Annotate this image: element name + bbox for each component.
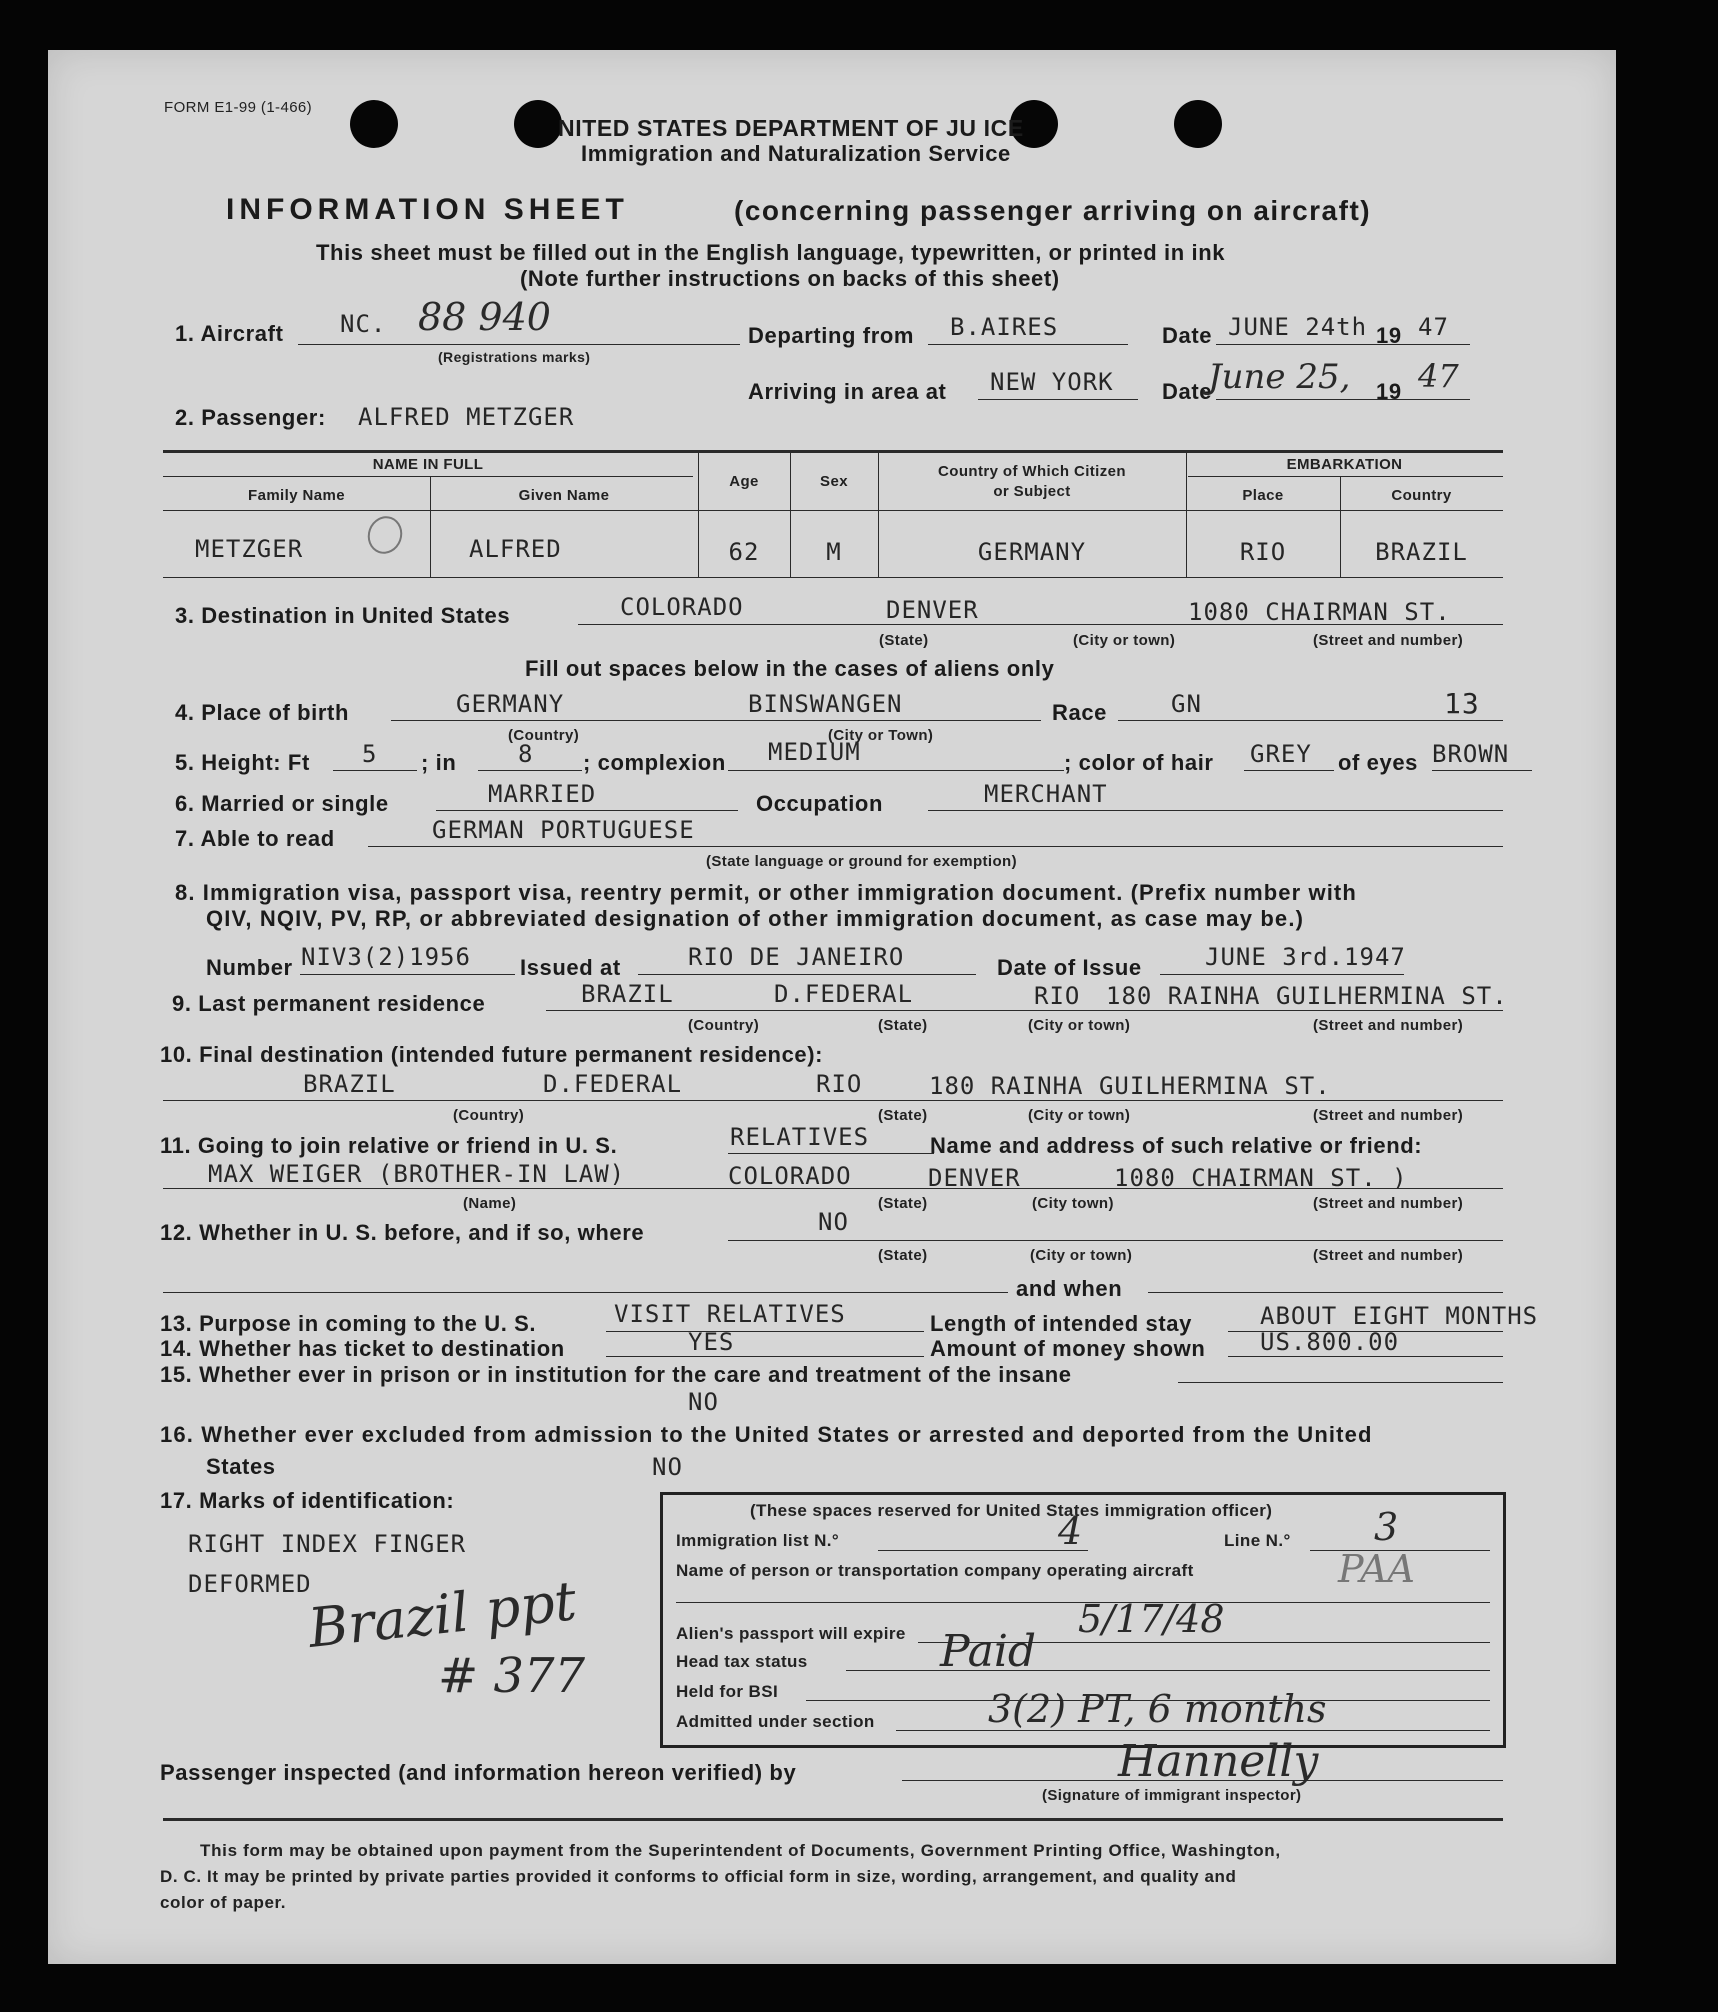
height-ft-label: 5. Height: Ft <box>175 750 310 775</box>
table-bottom-rule <box>163 577 1503 578</box>
prison-value: NO <box>688 1388 719 1416</box>
passenger-label: 2. Passenger: <box>175 405 326 430</box>
purpose-label: 13. Purpose in coming to the U. S. <box>160 1311 537 1336</box>
citizenship-header-2: or Subject <box>993 483 1071 500</box>
inspected-label: Passenger inspected (and information hereon verified) by <box>160 1760 797 1785</box>
aircraft-number: 88 940 <box>418 295 551 339</box>
res-state-note: (State) <box>878 1017 928 1034</box>
res-city-value: RIO <box>1034 982 1081 1010</box>
going-to-join-value: RELATIVES <box>730 1123 870 1151</box>
citizenship-header: Country of Which Citizen <box>938 463 1126 480</box>
embark-place-value: RIO <box>1239 538 1287 566</box>
table-header-rule <box>163 476 693 477</box>
complexion-label: ; complexion <box>583 750 726 775</box>
arrival-date-value: June 25, <box>1208 357 1351 397</box>
place-of-birth-label: 4. Place of birth <box>175 700 350 725</box>
sex-header: Sex <box>820 473 848 490</box>
circle-mark <box>363 511 408 558</box>
form-title-sub: (concerning passenger arriving on aircraft) <box>734 195 1372 226</box>
destination-city-note: (City or town) <box>1073 632 1176 649</box>
head-tax-value: Paid <box>940 1626 1037 1677</box>
res-state-value: D.FEDERAL <box>774 980 914 1008</box>
excluded-value: NO <box>652 1453 683 1481</box>
prior-city-note: (City or town) <box>1030 1247 1133 1264</box>
final-country-value: BRAZIL <box>303 1070 396 1098</box>
race-label: Race <box>1052 700 1107 725</box>
money-value: US.800.00 <box>1260 1328 1400 1356</box>
prior-street-note: (Street and number) <box>1313 1247 1464 1264</box>
race-code-value: 13 <box>1444 687 1480 720</box>
last-residence-label: 9. Last permanent residence <box>172 991 486 1016</box>
birth-city-note: (City or Town) <box>828 727 934 744</box>
height-ft-line <box>333 770 417 771</box>
departing-from-value: B.AIRES <box>950 313 1059 341</box>
destination-street-value: 1080 CHAIRMAN ST. <box>1188 598 1451 626</box>
relative-name-note: (Name) <box>463 1195 517 1212</box>
date-of-issue-line <box>1160 974 1404 975</box>
departing-from-line <box>928 344 1128 345</box>
aircraft-prefix: NC. <box>340 310 387 338</box>
relative-city-value: DENVER <box>928 1164 1021 1192</box>
form-title: INFORMATION SHEET <box>226 193 629 226</box>
table-body-rule <box>163 510 1503 511</box>
punch-hole <box>514 100 562 148</box>
destination-street-note: (Street and number) <box>1313 632 1464 649</box>
relative-state-note: (State) <box>878 1195 928 1212</box>
citizenship-value: GERMANY <box>977 538 1087 566</box>
arrival-year: 47 <box>1418 357 1459 395</box>
in-us-before-value: NO <box>818 1208 849 1236</box>
money-label: Amount of money shown <box>930 1336 1206 1361</box>
immigration-list-label: Immigration list N.° <box>676 1531 840 1550</box>
departure-date-line <box>1216 344 1470 345</box>
family-name-value: METZGER <box>195 535 304 563</box>
last-residence-line <box>546 1010 1503 1011</box>
ticket-line <box>606 1356 924 1357</box>
able-to-read-label: 7. Able to read <box>175 826 335 851</box>
number-line <box>300 974 515 975</box>
relative-city-note: (City town) <box>1032 1195 1114 1212</box>
race-line <box>1118 720 1503 721</box>
footer-rule <box>163 1818 1503 1821</box>
final-street-note: (Street and number) <box>1313 1107 1464 1124</box>
arriving-in-label: Arriving in area at <box>748 379 947 404</box>
purpose-line <box>606 1331 924 1332</box>
language-note: (State language or ground for exemption) <box>706 853 1018 870</box>
item8-text-2: QIV, NQIV, PV, RP, or abbreviated designation of other immigration document, as case may be.) <box>206 906 1305 931</box>
excluded-label-2: States <box>206 1454 276 1479</box>
arriving-in-line <box>978 399 1138 400</box>
relative-street-value: 1080 CHAIRMAN ST. ) <box>1114 1164 1408 1192</box>
money-line <box>1228 1356 1503 1357</box>
and-when-label: and when <box>1016 1276 1123 1301</box>
married-value: MARRIED <box>488 780 597 808</box>
registration-marks-note: (Registrations marks) <box>438 349 591 365</box>
punch-hole <box>350 100 398 148</box>
age-header: Age <box>729 473 759 490</box>
going-to-join-line <box>728 1153 934 1154</box>
destination-label: 3. Destination in United States <box>175 603 511 628</box>
head-tax-label: Head tax status <box>676 1652 808 1671</box>
table-top-rule <box>163 450 1503 453</box>
instruction-line-1: This sheet must be filled out in the English language, typewritten, or printed in ink <box>316 240 1226 265</box>
aliens-only-note: Fill out spaces below in the cases of aliens only <box>525 656 1055 681</box>
service-name: Immigration and Naturalization Service <box>581 141 1011 166</box>
prison-label: 15. Whether ever in prison or in institution for the care and treatment of the insane <box>160 1362 1072 1387</box>
form-sheet <box>48 50 1616 1964</box>
departure-date-value: JUNE 24th <box>1228 313 1368 341</box>
eyes-value: BROWN <box>1432 740 1510 768</box>
and-when-line-left <box>163 1292 1008 1293</box>
stay-value: ABOUT EIGHT MONTHS <box>1260 1302 1539 1330</box>
marks-label: 17. Marks of identification: <box>160 1488 455 1513</box>
departure-date-label: Date <box>1162 323 1213 348</box>
given-name-value: ALFRED <box>469 535 562 563</box>
ticket-value: YES <box>688 1328 735 1356</box>
issued-at-line <box>638 974 976 975</box>
res-country-value: BRAZIL <box>581 980 674 1008</box>
prison-line <box>1178 1382 1503 1383</box>
able-to-read-line <box>368 846 1503 847</box>
occupation-value: MERCHANT <box>984 780 1108 808</box>
line-no-value: 3 <box>1374 1505 1399 1549</box>
table-header-rule <box>1188 476 1503 477</box>
final-city-value: RIO <box>816 1070 863 1098</box>
birth-country-value: GERMANY <box>456 690 565 718</box>
item8-text-1: 8. Immigration visa, passport visa, reentry permit, or other immigration document. (Prefix number with <box>175 880 1357 905</box>
aircraft-line <box>298 344 740 345</box>
name-in-full-header: NAME IN FULL <box>372 456 484 473</box>
marks-note-2: # 377 <box>438 1648 586 1704</box>
final-destination-line <box>163 1100 1503 1101</box>
race-value: GN <box>1171 690 1202 718</box>
embark-country-header: Country <box>1391 487 1452 504</box>
relative-state-value: COLORADO <box>728 1162 852 1190</box>
footer-line-3: color of paper. <box>160 1893 287 1912</box>
aircraft-label: 1. Aircraft <box>175 321 284 346</box>
date-of-issue-label: Date of Issue <box>997 955 1142 980</box>
destination-state-value: COLORADO <box>620 593 744 621</box>
number-label: Number <box>206 955 293 980</box>
marks-value-2: DEFORMED <box>188 1570 312 1598</box>
final-country-note: (Country) <box>453 1107 525 1124</box>
age-value: 62 <box>728 538 760 566</box>
relative-street-note: (Street and number) <box>1313 1195 1464 1212</box>
hair-value: GREY <box>1250 740 1312 768</box>
eyes-line <box>1432 770 1532 771</box>
inspector-signature: Hannelly <box>1118 1736 1319 1787</box>
hair-label: ; color of hair <box>1064 750 1214 775</box>
held-bsi-label: Held for BSI <box>676 1682 779 1701</box>
instruction-line-2: (Note further instructions on backs of this sheet) <box>520 266 1060 291</box>
departing-from-label: Departing from <box>748 323 915 348</box>
eyes-label: of eyes <box>1338 750 1419 775</box>
ticket-label: 14. Whether has ticket to destination <box>160 1336 565 1361</box>
immigration-list-value: 4 <box>1058 1509 1083 1553</box>
occupation-line <box>928 810 1503 811</box>
embark-country-value: BRAZIL <box>1375 538 1468 566</box>
relative-name-value: MAX WEIGER (BROTHER-IN LAW) <box>208 1160 626 1188</box>
complexion-line <box>728 770 1064 771</box>
occupation-label: Occupation <box>756 791 884 816</box>
passport-expire-label: Alien's passport will expire <box>676 1624 906 1643</box>
place-of-birth-line <box>391 720 1041 721</box>
arrival-year-prefix: 19 <box>1376 379 1402 404</box>
issue-date-value: JUNE 3rd.1947 <box>1205 943 1406 971</box>
final-state-note: (State) <box>878 1107 928 1124</box>
res-street-value: 180 RAINHA GUILHERMINA ST. <box>1106 982 1508 1010</box>
excluded-label-1: 16. Whether ever excluded from admission to the United States or arrested and deported from the United <box>160 1422 1373 1447</box>
height-in-line <box>478 770 582 771</box>
married-label: 6. Married or single <box>175 791 389 816</box>
immigration-list-line <box>878 1550 1088 1551</box>
issued-at-label: Issued at <box>520 955 621 980</box>
destination-city-value: DENVER <box>886 596 979 624</box>
relative-address-label: Name and address of such relative or friend: <box>930 1133 1423 1158</box>
arriving-in-value: NEW YORK <box>990 368 1114 396</box>
embarkation-header: EMBARKATION <box>1286 456 1403 473</box>
marks-value-1: RIGHT INDEX FINGER <box>188 1530 467 1558</box>
complexion-value: MEDIUM <box>768 738 861 766</box>
passport-expire-value: 5/17/48 <box>1078 1597 1225 1641</box>
and-when-line-right <box>1148 1292 1503 1293</box>
res-country-note: (Country) <box>688 1017 760 1034</box>
arrival-date-line <box>1216 399 1470 400</box>
height-in-value: 8 <box>518 740 534 768</box>
able-to-read-value: GERMAN PORTUGUESE <box>432 816 695 844</box>
final-city-note: (City or town) <box>1028 1107 1131 1124</box>
final-destination-label: 10. Final destination (intended future permanent residence): <box>160 1042 824 1067</box>
punch-hole <box>1174 100 1222 148</box>
signature-note: (Signature of immigrant inspector) <box>1042 1787 1302 1804</box>
res-street-note: (Street and number) <box>1313 1017 1464 1034</box>
arrival-date-label: Date <box>1162 379 1213 404</box>
embark-place-header: Place <box>1242 487 1284 504</box>
in-us-before-label: 12. Whether in U. S. before, and if so, where <box>160 1220 645 1245</box>
going-to-join-label: 11. Going to join relative or friend in U. S. <box>160 1133 618 1158</box>
destination-state-note: (State) <box>879 632 929 649</box>
departure-year: 47 <box>1418 313 1449 341</box>
height-ft-value: 5 <box>362 740 378 768</box>
birth-city-value: BINSWANGEN <box>748 690 903 718</box>
line-no-label: Line N.° <box>1224 1531 1291 1550</box>
family-name-header: Family Name <box>248 487 345 504</box>
footer-line-2: D. C. It may be printed by private parties provided it conforms to official form in size, wording, arrangement, and quality and <box>160 1867 1237 1886</box>
final-street-value: 180 RAINHA GUILHERMINA ST. <box>929 1072 1331 1100</box>
given-name-header: Given Name <box>518 487 610 504</box>
married-line <box>436 810 738 811</box>
operator-value: PAA <box>1338 1547 1415 1591</box>
hair-line <box>1244 770 1334 771</box>
agency-name: NITED STATES DEPARTMENT OF JU ICE <box>558 115 1024 141</box>
admitted-label: Admitted under section <box>676 1712 875 1731</box>
footer-line-1: This form may be obtained upon payment from the Superintendent of Documents, Government Printing Office, Washington, <box>200 1841 1281 1860</box>
passenger-value: ALFRED METZGER <box>358 403 575 431</box>
form-id: FORM E1-99 (1-466) <box>164 99 313 116</box>
in-us-before-line <box>728 1240 1503 1241</box>
final-state-value: D.FEDERAL <box>543 1070 683 1098</box>
officer-box-heading: (These spaces reserved for United States immigration officer) <box>750 1501 1273 1520</box>
issued-at-value: RIO DE JANEIRO <box>688 943 905 971</box>
doc-number-value: NIV3(2)1956 <box>301 943 471 971</box>
birth-country-note: (Country) <box>508 727 580 744</box>
operator-label: Name of person or transportation company operating aircraft <box>676 1561 1194 1580</box>
departure-year-prefix: 19 <box>1376 323 1402 348</box>
admitted-value: 3(2) PT, 6 months <box>988 1687 1327 1731</box>
purpose-value: VISIT RELATIVES <box>614 1300 846 1328</box>
sex-value: M <box>826 538 842 566</box>
prior-state-note: (State) <box>878 1247 928 1264</box>
res-city-note: (City or town) <box>1028 1017 1131 1034</box>
marks-note-1: Brazil ppt <box>305 1569 580 1660</box>
height-in-label: ; in <box>421 750 457 775</box>
stay-label: Length of intended stay <box>930 1311 1192 1336</box>
